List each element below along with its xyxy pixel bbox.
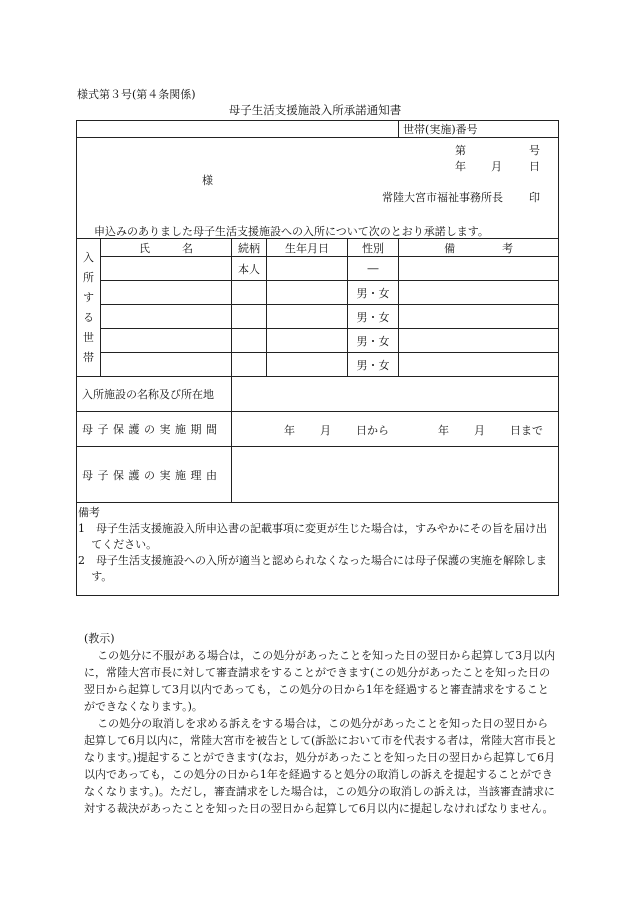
document-title: 母子生活支援施設入所承諾通知書 — [228, 103, 402, 117]
member-row — [77, 353, 559, 377]
number-go: 号 — [529, 144, 540, 157]
member-name-cell[interactable] — [101, 329, 232, 353]
period-row — [77, 412, 559, 447]
side-char: 世 — [83, 330, 94, 344]
issuer-name: 常陸大宮市福祉事務所長 — [382, 191, 503, 204]
date-month: 月 — [491, 160, 502, 173]
member-remarks-cell[interactable] — [399, 257, 559, 281]
household-number-row — [77, 121, 559, 138]
form-number-label: 様式第３号(第４条関係) — [77, 88, 196, 101]
note-item-2: 2 母子生活支援施設への入所が適当と認められなくなった場合には母子保護の実施を解除します。 — [78, 554, 547, 583]
period-value-cell[interactable] — [232, 412, 559, 447]
member-name-cell[interactable] — [101, 281, 232, 305]
notes-block — [78, 505, 556, 585]
appeal-paragraph-1: この処分に不服がある場合は，この処分があったことを知った日の翌日から起算して3月以内に，常陸大宮市長に対して審査請求をすることができます(この処分があったことを知った日の翌日から起算して3月以内であっても，この処分の日から1年を経過すると審査請求をすることができなくなります。)。 — [84, 649, 556, 713]
member-name-cell[interactable] — [101, 353, 232, 377]
member-relation-cell[interactable] — [232, 329, 267, 353]
appeal-instructions — [84, 630, 558, 817]
member-birthdate-cell[interactable] — [267, 353, 348, 377]
member-relation-cell[interactable] — [232, 281, 267, 305]
member-remarks-cell[interactable] — [399, 329, 559, 353]
facility-row — [77, 377, 559, 412]
member-birthdate-cell[interactable] — [267, 257, 348, 281]
member-name-cell[interactable] — [101, 257, 232, 281]
member-row — [77, 281, 559, 305]
household-number-label: 世帯(実施)番号 — [399, 121, 559, 138]
member-birthdate-cell[interactable] — [267, 281, 348, 305]
header-name: 氏 名 — [101, 239, 232, 257]
side-char: す — [83, 290, 94, 304]
approval-statement: 申込みのありました母子生活支援施設への入所について次のとおり承諾します。 — [94, 225, 489, 238]
reason-value-cell[interactable] — [232, 447, 559, 503]
appeal-heading: (教示) — [84, 632, 115, 645]
member-sex-cell[interactable]: ― — [348, 257, 399, 281]
addressee-sama: 様 — [202, 174, 213, 187]
address-block-row — [77, 138, 559, 239]
member-birthdate-cell[interactable] — [267, 305, 348, 329]
header-birthdate: 生年月日 — [267, 239, 348, 257]
period-start-month: 月 — [320, 424, 331, 437]
member-name-cell[interactable] — [101, 305, 232, 329]
facility-value-cell[interactable] — [232, 377, 559, 412]
period-end-day: 日まで — [510, 424, 543, 437]
member-relation-cell[interactable] — [232, 353, 267, 377]
period-start-day: 日から — [356, 424, 389, 437]
side-char: る — [83, 310, 94, 324]
reason-row — [77, 447, 559, 503]
period-end-year: 年 — [438, 424, 449, 437]
note-item-1: 1 母子生活支援施設入所申込書の記載事項に変更が生じた場合は，すみやかにその旨を届け出てください。 — [78, 522, 547, 551]
notes-heading: 備考 — [78, 506, 100, 519]
header-remarks: 備 考 — [399, 239, 559, 257]
seal-mark: 印 — [529, 191, 540, 204]
member-relation-cell[interactable]: 本人 — [232, 257, 267, 281]
period-end-month: 月 — [474, 424, 485, 437]
side-char: 所 — [83, 270, 94, 284]
member-birthdate-cell[interactable] — [267, 329, 348, 353]
member-row — [77, 305, 559, 329]
side-char: 帯 — [83, 350, 94, 364]
member-relation-cell[interactable] — [232, 305, 267, 329]
member-row — [77, 257, 559, 281]
facility-label: 入所施設の名称及び所在地 — [77, 377, 232, 412]
member-header-row — [77, 239, 559, 257]
date-day: 日 — [529, 160, 540, 173]
household-side-label — [77, 239, 101, 377]
date-year: 年 — [455, 160, 466, 173]
member-sex-cell[interactable]: 男・女 — [348, 329, 399, 353]
member-row — [77, 329, 559, 353]
side-char: 入 — [83, 250, 94, 264]
household-blank — [77, 121, 399, 138]
reason-label: 母子保護の実施理由 — [77, 447, 232, 503]
period-start-year: 年 — [284, 424, 295, 437]
member-sex-cell[interactable]: 男・女 — [348, 305, 399, 329]
member-remarks-cell[interactable] — [399, 305, 559, 329]
header-relation: 続柄 — [232, 239, 267, 257]
member-remarks-cell[interactable] — [399, 281, 559, 305]
period-label: 母子保護の実施期間 — [77, 412, 232, 447]
member-sex-cell[interactable]: 男・女 — [348, 281, 399, 305]
appeal-paragraph-2: この処分の取消しを求める訴えをする場合は，この処分があったことを知った日の翌日から起算して6月以内に，常陸大宮市を被告として(訴訟において市を代表する者は，常陸大宮市長となります。)提起することができます(なお，処分があったことを知った日の翌日から起算して6月以内であっても，この処分の日から1年を経過すると処分の取消しの訴えを提起することができなくなります。)。ただし，審査請求をした場合は，この処分の取消しの訴えは，当該審査請求に対する裁決があったことを知った日の翌日から起算して6月以内に提起しなければなりません。 — [84, 717, 558, 815]
address-block — [77, 138, 559, 239]
member-sex-cell[interactable]: 男・女 — [348, 353, 399, 377]
header-sex: 性別 — [348, 239, 399, 257]
member-remarks-cell[interactable] — [399, 353, 559, 377]
number-dai: 第 — [455, 144, 466, 157]
